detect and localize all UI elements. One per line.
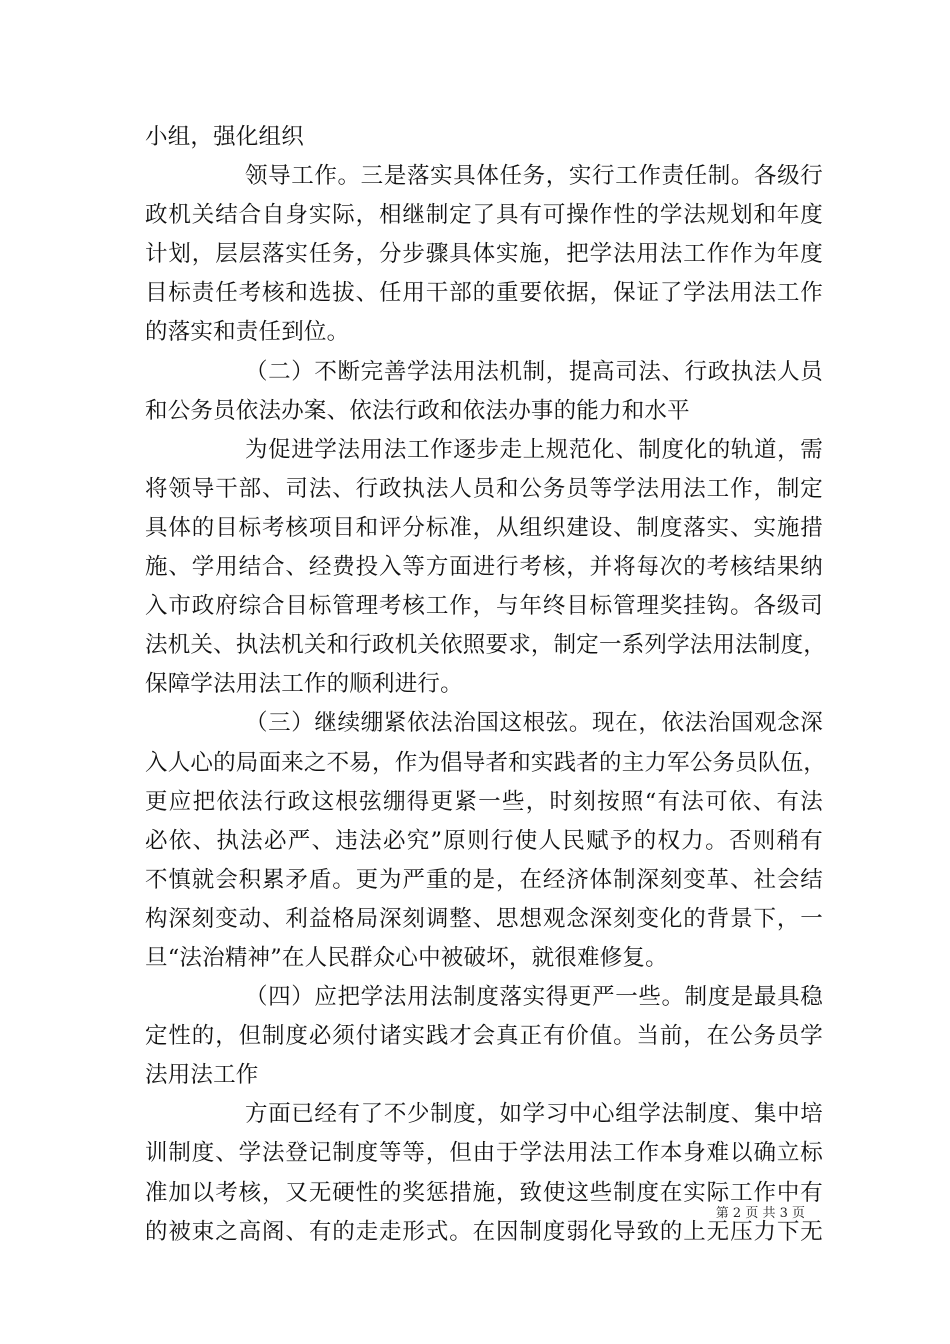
text-line: 准加以考核，又无硬性的奖惩措施，致使这些制度在实际工作中有 (145, 1179, 823, 1206)
text-line: 入市政府综合目标管理考核工作，与年终目标管理奖挂钩。各级司 (145, 593, 823, 620)
text-line: 具体的目标考核项目和评分标准，从组织建设、制度落实、实施措 (145, 514, 823, 541)
text-line: 训制度、学法登记制度等等，但由于学法用法工作本身难以确立标 (145, 1140, 823, 1167)
page-number-footer: 第 2 页 共 3 页 (715, 1206, 805, 1221)
text-line: 小组，强化组织 (145, 124, 304, 150)
text-line: 施、学用结合、经费投入等方面进行考核，并将每次的考核结果纳 (145, 554, 823, 581)
text-line: 定性的，但制度必须付诸实践才会真正有价值。当前，在公务员学 (145, 1023, 823, 1050)
text-line: 保障学法用法工作的顺利进行。 (145, 671, 463, 698)
text-line: 的落实和责任到位。 (145, 319, 350, 346)
text-line: 为促进学法用法工作逐步走上规范化、制度化的轨道，需 (245, 436, 823, 463)
text-line: 不慎就会积累矛盾。更为严重的是，在经济体制深刻变革、社会结 (145, 866, 823, 893)
text-line: 政机关结合自身实际，相继制定了具有可操作性的学法规划和年度 (145, 202, 823, 229)
text-line: 领导工作。三是落实具体任务，实行工作责任制。各级行 (245, 163, 823, 190)
text-line: 将领导干部、司法、行政执法人员和公务员等学法用法工作，制定 (145, 475, 823, 502)
document-body (145, 118, 827, 1252)
text-line: 入人心的局面来之不易，作为倡导者和实践者的主力军公务员队伍， (145, 749, 827, 776)
text-line: 必依、执法必严、违法必究”原则行使人民赋予的权力。否则稍有 (145, 827, 823, 854)
text-line: 旦“法治精神”在人民群众心中被破坏，就很难修复。 (145, 944, 668, 971)
text-line: 和公务员依法办案、依法行政和依法办事的能力和水平 (145, 397, 690, 424)
text-line: 方面已经有了不少制度，如学习中心组学法制度、集中培 (245, 1101, 823, 1128)
text-line: 计划，层层落实任务，分步骤具体实施，把学法用法工作作为年度 (145, 241, 823, 268)
text-line: （二）不断完善学法用法机制，提高司法、行政执法人员 (245, 358, 823, 385)
text-line: 法机关、执法机关和行政机关依照要求，制定一系列学法用法制度， (145, 632, 827, 659)
text-line: 的被束之高阁、有的走走形式。在因制度弱化导致的上无压力下无 (145, 1218, 823, 1245)
text-line: 构深刻变动、利益格局深刻调整、思想观念深刻变化的背景下，一 (145, 905, 823, 932)
text-line: 目标责任考核和选拔、任用干部的重要依据，保证了学法用法工作 (145, 280, 823, 307)
text-line: 法用法工作 (145, 1062, 259, 1089)
text-line: 更应把依法行政这根弦绷得更紧一些，时刻按照“有法可依、有法 (145, 788, 823, 815)
text-line: （三）继续绷紧依法治国这根弦。现在，依法治国观念深 (245, 710, 823, 737)
text-line: （四）应把学法用法制度落实得更严一些。制度是最具稳 (245, 984, 823, 1011)
